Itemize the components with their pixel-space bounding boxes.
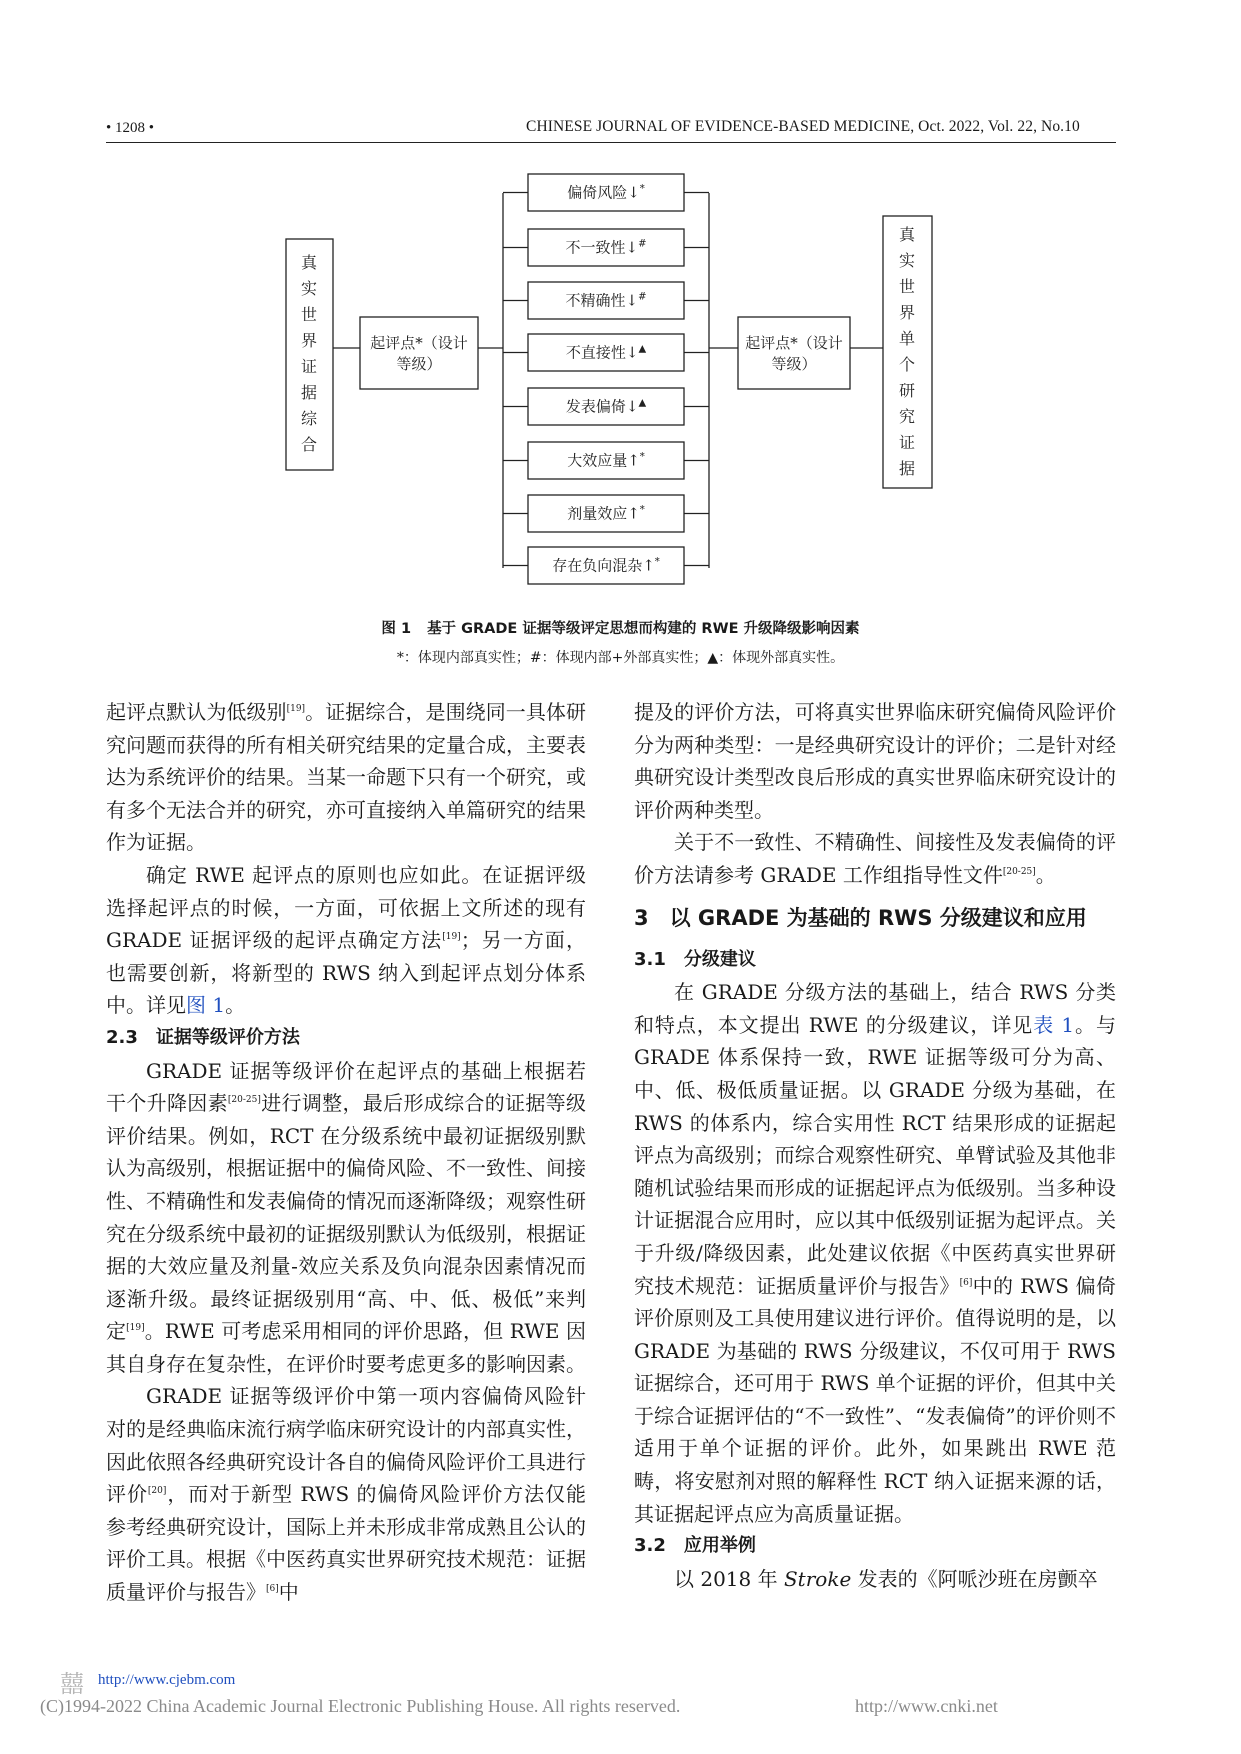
page-number: • 1208 •	[106, 120, 155, 136]
factor-label: 大效应量↑*	[567, 451, 645, 470]
factor-label: 发表偏倚↓▲	[565, 397, 647, 416]
left-box-char: 据	[300, 383, 318, 402]
text: 以 2018 年	[674, 1566, 784, 1591]
section-heading-3: 3 以 GRADE 为基础的 RWS 分级建议和应用	[634, 905, 1087, 930]
text: GRADE 证据等级评价在起评点的基础上根据若干个升降因素	[106, 1058, 586, 1116]
citation[interactable]: [19]	[126, 1323, 145, 1334]
figure-note: *：体现内部真实性；#：体现内部+外部真实性；▲：体现外部真实性。	[396, 650, 845, 666]
factor-mark: *	[639, 504, 645, 516]
factor-label: 不一致性↓#	[565, 238, 647, 257]
factor-label: 存在负向混杂↑*	[552, 556, 660, 575]
left-box-char: 真	[300, 253, 318, 272]
right-box-char: 据	[898, 459, 916, 478]
factor-mark: *	[639, 451, 645, 463]
factor-mark: ▲	[638, 397, 647, 409]
figure-caption-number: 图 1	[381, 621, 412, 637]
section-heading-3-2: 3.2 应用举例	[634, 1535, 756, 1557]
figure-1-diagram	[0, 0, 1241, 600]
right-box-char: 实	[898, 251, 916, 270]
text: 。	[1035, 862, 1056, 887]
right-box-char: 证	[898, 433, 916, 452]
start-point-right-line2: 等级）	[771, 355, 817, 373]
journal-name: Stroke	[783, 1566, 852, 1591]
factor-mark: #	[638, 238, 647, 250]
left-paragraph-4	[106, 1380, 586, 1608]
factor-label: 不精确性↓#	[565, 291, 647, 310]
left-box-char: 实	[300, 279, 318, 298]
right-column	[634, 696, 1116, 1595]
left-paragraph-2	[106, 859, 586, 1022]
citation[interactable]: [20-25]	[1002, 866, 1036, 877]
text: 中的 RWS 偏倚评价原则及工具使用建议进行评价。值得说明的是，以 GRADE 为基础的 RWS 分级建议，不仅可用于 RWS 证据综合，还可用于 RWS 单个证据的评价，但其中关于综合证据评估的“不一致性”、“发表偏倚”的评价则不适用于单个证据的评价。此外，如果跳出 RWE 范畴，将安慰剂对照的解释性 RCT 纳入证据来源的话，其证据起评点应为高质量证据。	[634, 1273, 1117, 1526]
left-box-char: 世	[300, 305, 318, 324]
text: 中	[278, 1580, 299, 1605]
text: 确定 RWE 起评点的原则也应如此。在证据评级选择起评点的时候，一方面，可依据上文所述的现有 GRADE 证据评级的起评点确定方法	[106, 862, 586, 953]
factor-mark: ▲	[638, 343, 647, 355]
right-box-char: 究	[898, 407, 916, 426]
factor-label: 剂量效应↑*	[567, 504, 645, 523]
right-box-char: 界	[898, 303, 916, 322]
text: 。	[225, 993, 246, 1018]
left-box-char: 综	[300, 409, 318, 428]
left-column	[106, 696, 586, 1609]
text: ；另一方面，也需要创新，将新型的 RWS 纳入到起评点划分体系中。详见	[106, 928, 586, 1018]
left-box-char: 合	[300, 435, 318, 454]
factor-mark: *	[654, 556, 660, 568]
citation[interactable]: [19]	[286, 704, 306, 714]
right-box-char: 个	[898, 355, 916, 374]
left-box-char: 界	[300, 331, 318, 350]
journal-header: CHINESE JOURNAL OF EVIDENCE-BASED MEDICINE, Oct. 2022, Vol. 22, No.10	[526, 118, 1080, 135]
text: 起评点默认为低级别	[106, 700, 287, 724]
left-paragraph-1	[106, 696, 586, 859]
figure-caption-text: 基于 GRADE 证据等级评定思想而构建的 RWE 升级降级影响因素	[427, 621, 860, 637]
text: 在 GRADE 分级方法的基础上，结合 RWS 分类和特点，本文提出 RWE 的分级建议，详见	[634, 980, 1116, 1037]
section-heading-3-1: 3.1 分级建议	[634, 948, 756, 970]
right-paragraph-1: 提及的评价方法，可将真实世界临床研究偏倚风险评价分为两种类型：一是经典研究设计的评价；二是针对经典研究设计类型改良后形成的真实世界临床研究设计的评价两种类型。	[634, 700, 1116, 822]
left-box-char: 证	[300, 357, 318, 376]
right-paragraph-2	[634, 826, 1116, 891]
text: 。RWE 可考虑采用相同的评价思路，但 RWE 因其自身存在复杂性，在评价时要考虑更多的影响因素。	[106, 1319, 587, 1376]
text: 关于不一致性、不精确性、间接性及发表偏倚的评价方法请参考 GRADE 工作组指导性文件	[634, 830, 1116, 887]
left-paragraph-3	[106, 1055, 586, 1381]
start-point-left-line1: 起评点*（设计	[370, 334, 468, 352]
cnki-url-link[interactable]: http://www.cnki.net	[855, 1696, 998, 1716]
citation[interactable]: [20-25]	[227, 1095, 261, 1106]
start-point-box-right	[738, 317, 850, 389]
table-1-link[interactable]: 表 1	[1033, 1012, 1075, 1037]
text: 进行调整，最后形成综合的证据等级评价结果。例如，RCT 在分级系统中最初证据级别默认为高级别，根据证据中的偏倚风险、不一致性、间接性、不精确性和发表偏倚的情况而逐渐降级；观察性研究在分级系统中最初的证据级别默认为低级别，根据证据的大效应量及剂量-效应关系及负向混杂因素情况而逐渐升级。最终证据级别用“高、中、低、极低”来判定	[106, 1091, 587, 1344]
text: 。证据综合，是围绕同一具体研究问题而获得的所有相关研究结果的定量合成，主要表达为系统评价的结果。当某一命题下只有一个研究，或有多个无法合并的研究，亦可直接纳入单篇研究的结果作为证据。	[106, 700, 587, 855]
right-paragraph-3	[634, 976, 1116, 1530]
text: 发表的《阿哌沙班在房颤卒	[851, 1566, 1098, 1591]
start-point-left-line2: 等级）	[396, 355, 442, 373]
start-point-box-left	[360, 317, 478, 389]
text: GRADE 证据等级评价中第一项内容偏倚风险针对的是经典临床流行病学临床研究设计的内部真实性，因此依照各经典研究设计各自的偏倚风险评价工具进行评价	[106, 1384, 586, 1507]
right-box-char: 单	[898, 329, 916, 348]
factor-label: 不直接性↓▲	[565, 343, 647, 362]
right-paragraph-4	[634, 1563, 1116, 1596]
section-heading-2-3: 2.3 证据等级评价方法	[106, 1026, 300, 1048]
factor-mark: #	[638, 291, 647, 303]
text: 。与 GRADE 体系保持一致，RWE 证据等级可分为高、中、低、极低质量证据。以 GRADE 分级为基础，在 RWS 的体系内，综合实用性 RCT 结果形成的证据起评点为高级别；而综合观察性研究、单臂试验及其他非随机试验结果而形成的证据起评点为低级别。当多种设计证据混合应用时，应以其中低级别证据为起评点。关于升级/降级因素，此处建议依据《中医药真实世界研究技术规范：证据质量评价与报告》	[634, 1012, 1116, 1298]
citation[interactable]: [6]	[959, 1277, 973, 1288]
right-box-char: 世	[898, 277, 916, 296]
text: ，而对于新型 RWS 的偏倚风险评价方法仅能参考经典研究设计，国际上并未形成非常成熟且公认的评价工具。根据《中医药真实世界研究技术规范：证据质量评价与报告》	[106, 1482, 587, 1605]
figure-1-link[interactable]: 图 1	[186, 993, 226, 1018]
factor-mark: *	[639, 183, 645, 195]
citation[interactable]: [20]	[147, 1486, 167, 1497]
factor-label: 偏倚风险↓*	[567, 183, 645, 202]
right-box-char: 真	[898, 225, 916, 244]
citation[interactable]: [19]	[442, 932, 461, 943]
right-box-char: 研	[898, 381, 916, 400]
factor-boxes	[528, 174, 684, 584]
journal-url-link[interactable]: http://www.cjebm.com	[98, 1672, 236, 1688]
figure-caption	[0, 617, 1241, 638]
copyright-notice: (C)1994-2022 China Academic Journal Electronic Publishing House. All rights reserved.	[40, 1696, 681, 1716]
start-point-right-line1: 起评点*（设计	[745, 334, 843, 352]
cnki-logo-icon: 囍	[60, 1670, 84, 1698]
citation[interactable]: [6]	[266, 1584, 279, 1595]
